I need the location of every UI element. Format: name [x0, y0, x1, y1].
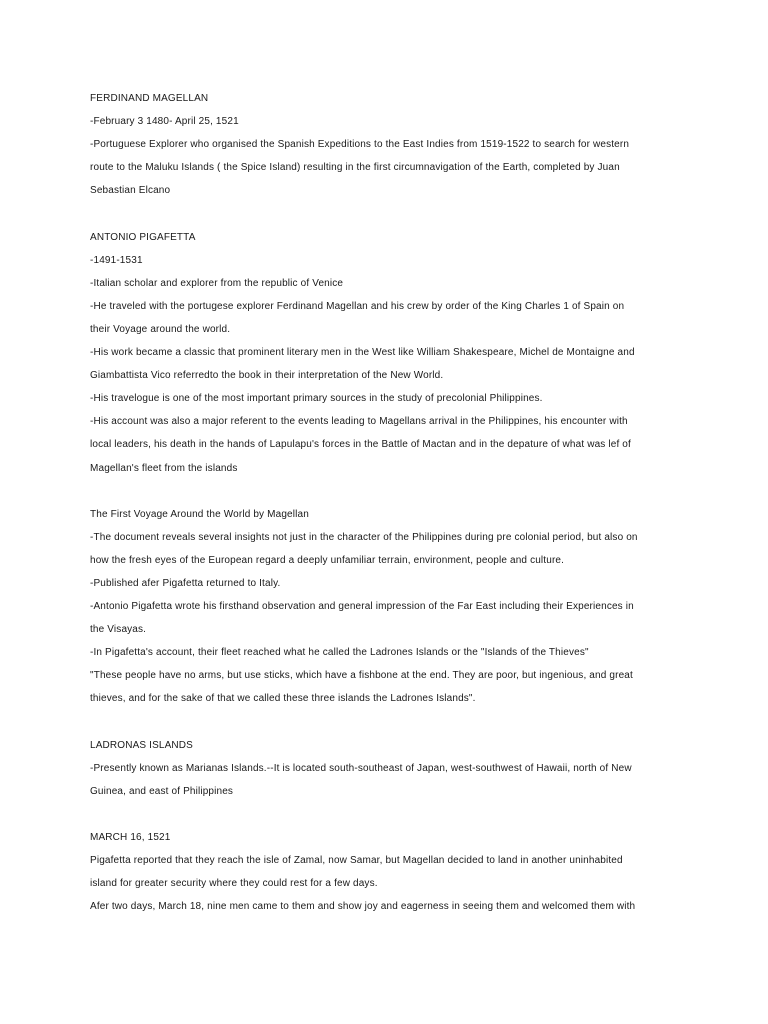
text-line: -Portuguese Explorer who organised the Spanish Expeditions to the East Indies from 1519-1522 to search for western	[90, 139, 630, 151]
section-ladronas-islands	[90, 734, 730, 803]
text-line: -He traveled with the portugese explorer Ferdinand Magellan and his crew by order of the King Charles 1 of Spain on	[90, 300, 625, 312]
text-line: -1491-1531	[90, 254, 143, 266]
section-antonio-pigafetta	[90, 226, 730, 480]
section-heading: LADRONAS ISLANDS	[90, 739, 193, 751]
text-line: "These people have no arms, but use sticks, which have a fishbone at the end. They are poor, but ingenious, and great	[90, 670, 633, 682]
section-heading: ANTONIO PIGAFETTA	[90, 231, 196, 243]
text-line: Guinea, and east of Philippines	[90, 785, 234, 797]
text-line: route to the Maluku Islands ( the Spice Island) resulting in the first circumnavigation of the Earth, completed by Juan	[90, 162, 620, 174]
section-march-16-1521	[90, 826, 730, 918]
paragraph-gap	[90, 480, 730, 503]
text-line: -His account was also a major referent to the events leading to Magellans arrival in the Philippines, his encounter with	[90, 416, 628, 428]
text-line: the Visayas.	[90, 624, 147, 636]
text-line: Magellan's fleet from the islands	[90, 462, 238, 474]
paragraph-gap	[90, 711, 730, 734]
document-page	[90, 87, 730, 918]
text-line: island for greater security where they could rest for a few days.	[90, 878, 378, 890]
text-line: Giambattista Vico referredto the book in their interpretation of the New World.	[90, 370, 444, 382]
text-line: -His travelogue is one of the most important primary sources in the study of precolonial Philippines.	[90, 393, 543, 405]
section-heading: MARCH 16, 1521	[90, 832, 171, 843]
section-ferdinand-magellan	[90, 87, 730, 202]
text-line: Sebastian Elcano	[90, 185, 171, 197]
text-line: local leaders, his death in the hands of Lapulapu's forces in the Battle of Mactan and in the depature of what was lef of	[90, 439, 631, 451]
text-line: -Antonio Pigafetta wrote his firsthand observation and general impression of the Far East including their Experiences in	[90, 601, 634, 613]
text-line: their Voyage around the world.	[90, 323, 231, 335]
section-heading: FERDINAND MAGELLAN	[90, 93, 209, 104]
paragraph-gap	[90, 803, 730, 826]
text-line: Pigafetta reported that they reach the isle of Zamal, now Samar, but Magellan decided to land in another uninhabited	[90, 855, 623, 867]
text-line: -Published afer Pigafetta returned to Italy.	[90, 577, 281, 589]
paragraph-gap	[90, 202, 730, 225]
text-line: Afer two days, March 18, nine men came to them and show joy and eagerness in seeing them and welcomed them with	[90, 901, 636, 913]
text-line: -Presently known as Marianas Islands.--It is located south-southeast of Japan, west-southwest of Hawaii, north of New	[90, 762, 632, 774]
text-line: -Italian scholar and explorer from the republic of Venice	[90, 277, 344, 289]
text-line: -The document reveals several insights not just in the character of the Philippines during pre colonial period, but also on	[90, 531, 638, 543]
text-line: how the fresh eyes of the European regard a deeply unfamiliar terrain, environment, people and culture.	[90, 554, 565, 566]
section-first-voyage	[90, 503, 730, 711]
section-heading: The First Voyage Around the World by Magellan	[90, 508, 309, 520]
text-line: thieves, and for the sake of that we called these three islands the Ladrones Islands".	[90, 693, 476, 705]
text-line: -February 3 1480- April 25, 1521	[90, 116, 239, 128]
text-line: -His work became a classic that prominent literary men in the West like William Shakespeare, Michel de Montaigne and	[90, 347, 635, 359]
text-line: -In Pigafetta's account, their fleet reached what he called the Ladrones Islands or the "Islands of the Thieves"	[90, 647, 589, 659]
